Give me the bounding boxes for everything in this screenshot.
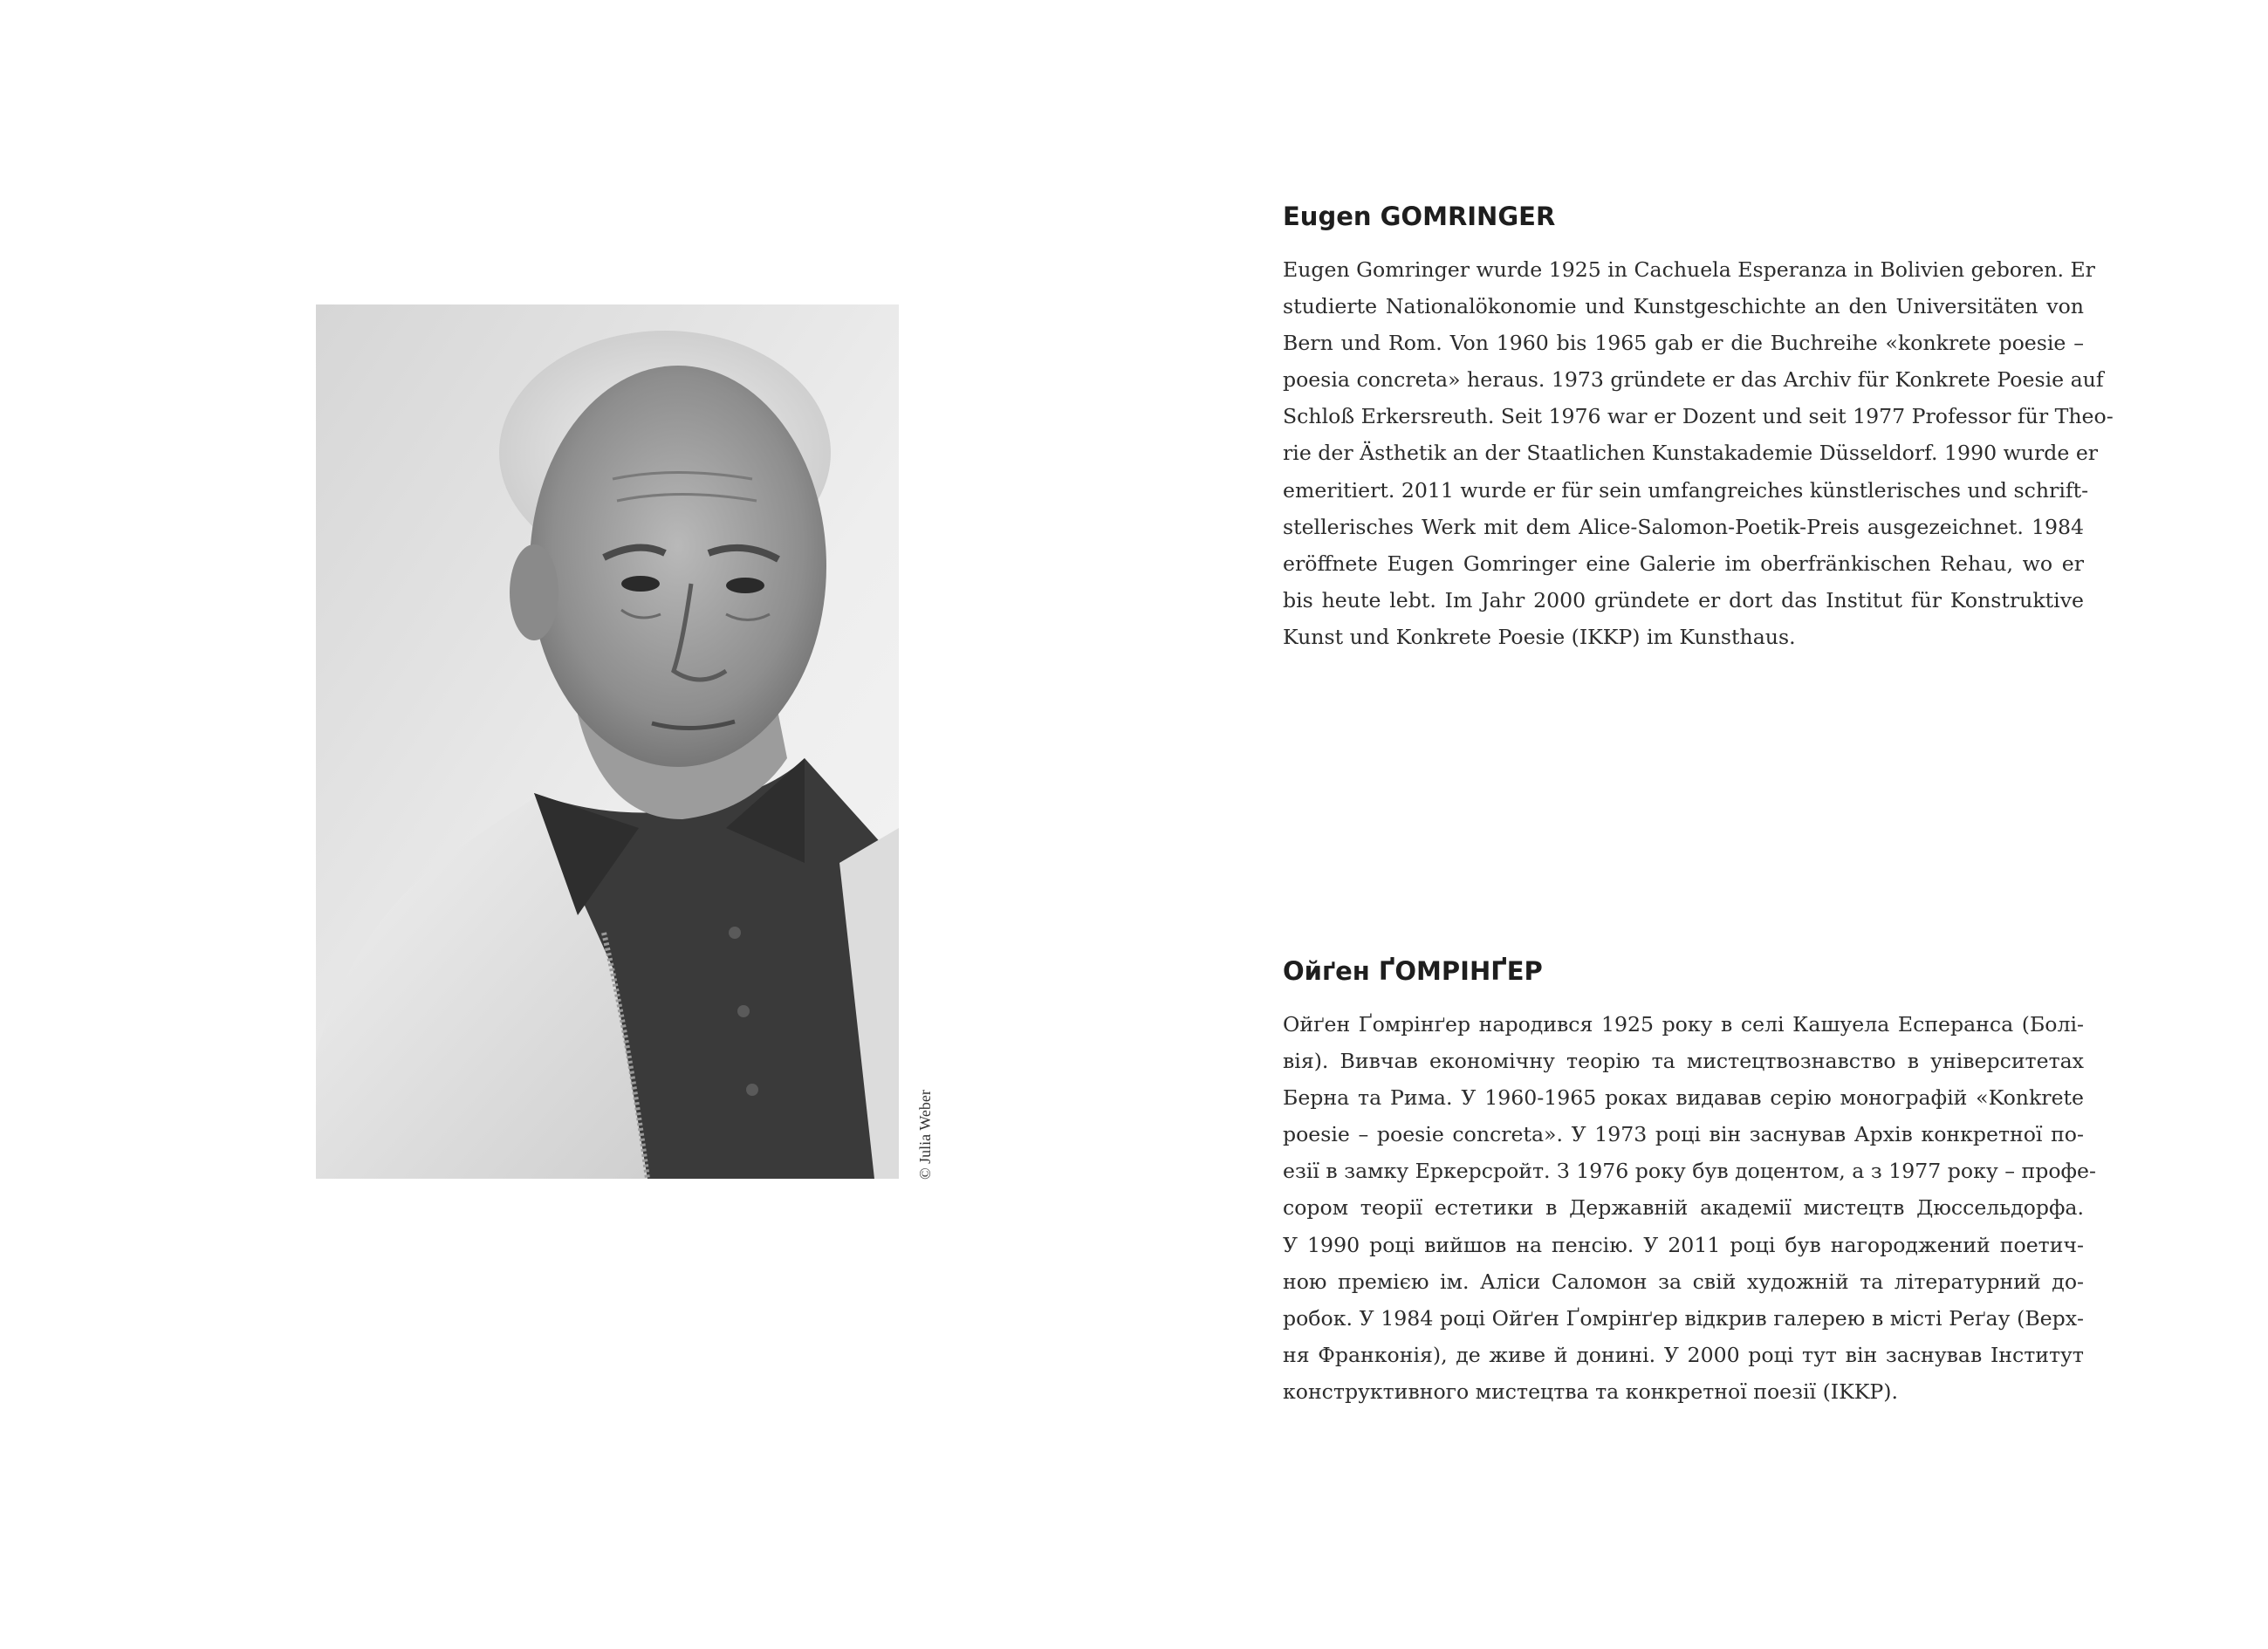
bio-line: робок. У 1984 році Ойґен Ґомрінґер відкрив галерею в місті Реґау (Верх- xyxy=(1283,1305,2084,1331)
bio-line: конструктивного мистецтва та конкретної поезії (IKKP). xyxy=(1283,1379,1898,1404)
bio-line: езії в замку Еркерсройт. З 1976 року був доцентом, а з 1977 року – профе- xyxy=(1283,1159,2096,1184)
photo-credit: © Julia Weber xyxy=(916,1090,934,1180)
bio-line: У 1990 році вийшов на пенсію. У 2011 році був нагороджений поетич- xyxy=(1283,1232,2084,1257)
german-bio-text xyxy=(1283,251,2114,655)
bio-line: Bern und Rom. Von 1960 bis 1965 gab er die Buchreihe «konkrete poesie – xyxy=(1283,331,2084,356)
bio-line: poesia concreta» heraus. 1973 gründete er das Archiv für Konkrete Poesie auf xyxy=(1283,367,2104,393)
ukrainian-bio-text xyxy=(1283,1006,2096,1410)
portrait-photo xyxy=(316,304,899,1179)
german-biography xyxy=(1283,197,2114,655)
bio-line: ня Франконія), де живе й донині. У 2000 році тут він заснував Інститут xyxy=(1283,1342,2084,1367)
bio-line: Kunst und Konkrete Poesie (IKKP) im Kunsthaus. xyxy=(1283,624,1796,649)
bio-line: вія). Вивчав економічну теорію та мистецтвознавство в університетах xyxy=(1283,1049,2084,1074)
bio-line: bis heute lebt. Im Jahr 2000 gründete er dort das Institut für Konstruktive xyxy=(1283,587,2084,612)
bio-line: Eugen Gomringer wurde 1925 in Cachuela Esperanza in Bolivien geboren. Er xyxy=(1283,257,2095,282)
ukrainian-bio-title: Ойґен ҐОМРІНҐЕР xyxy=(1283,956,1543,986)
bio-line: Берна та Рима. У 1960-1965 роках видавав серію монографій «Konkrete xyxy=(1283,1085,2084,1111)
bio-line: eröffnete Eugen Gomringer eine Galerie im oberfränkischen Rehau, wo er xyxy=(1283,551,2084,576)
bio-line: studierte Nationalökonomie und Kunstgeschichte an den Universitäten von xyxy=(1283,294,2084,319)
bio-line: Ойґен Ґомрінґер народився 1925 року в селі Кашуела Есперанса (Болі- xyxy=(1283,1012,2084,1037)
ukrainian-biography xyxy=(1283,952,2096,1410)
bio-line: stellerisches Werk mit dem Alice-Salomon-Poetik-Preis ausgezeichnet. 1984 xyxy=(1283,514,2084,539)
bio-line: rie der Ästhetik an der Staatlichen Kunstakademie Düsseldorf. 1990 wurde er xyxy=(1283,441,2099,466)
portrait-image xyxy=(316,304,899,1179)
bio-line: Schloß Erkersreuth. Seit 1976 war er Dozent und seit 1977 Professor für Theo- xyxy=(1283,404,2114,429)
bio-line: ною премією ім. Аліси Саломон за свій художній та літературний до- xyxy=(1283,1269,2084,1294)
bio-line: emeritiert. 2011 wurde er für sein umfangreiches künstlerisches und schrift- xyxy=(1283,477,2089,503)
german-bio-title: Eugen GOMRINGER xyxy=(1283,202,1556,231)
bio-line: poesie – poesie concreta». У 1973 році він заснував Архів конкретної по- xyxy=(1283,1122,2084,1147)
bio-line: сором теорії естетики в Державній академії мистецтв Дюссельдорфа. xyxy=(1283,1195,2084,1221)
